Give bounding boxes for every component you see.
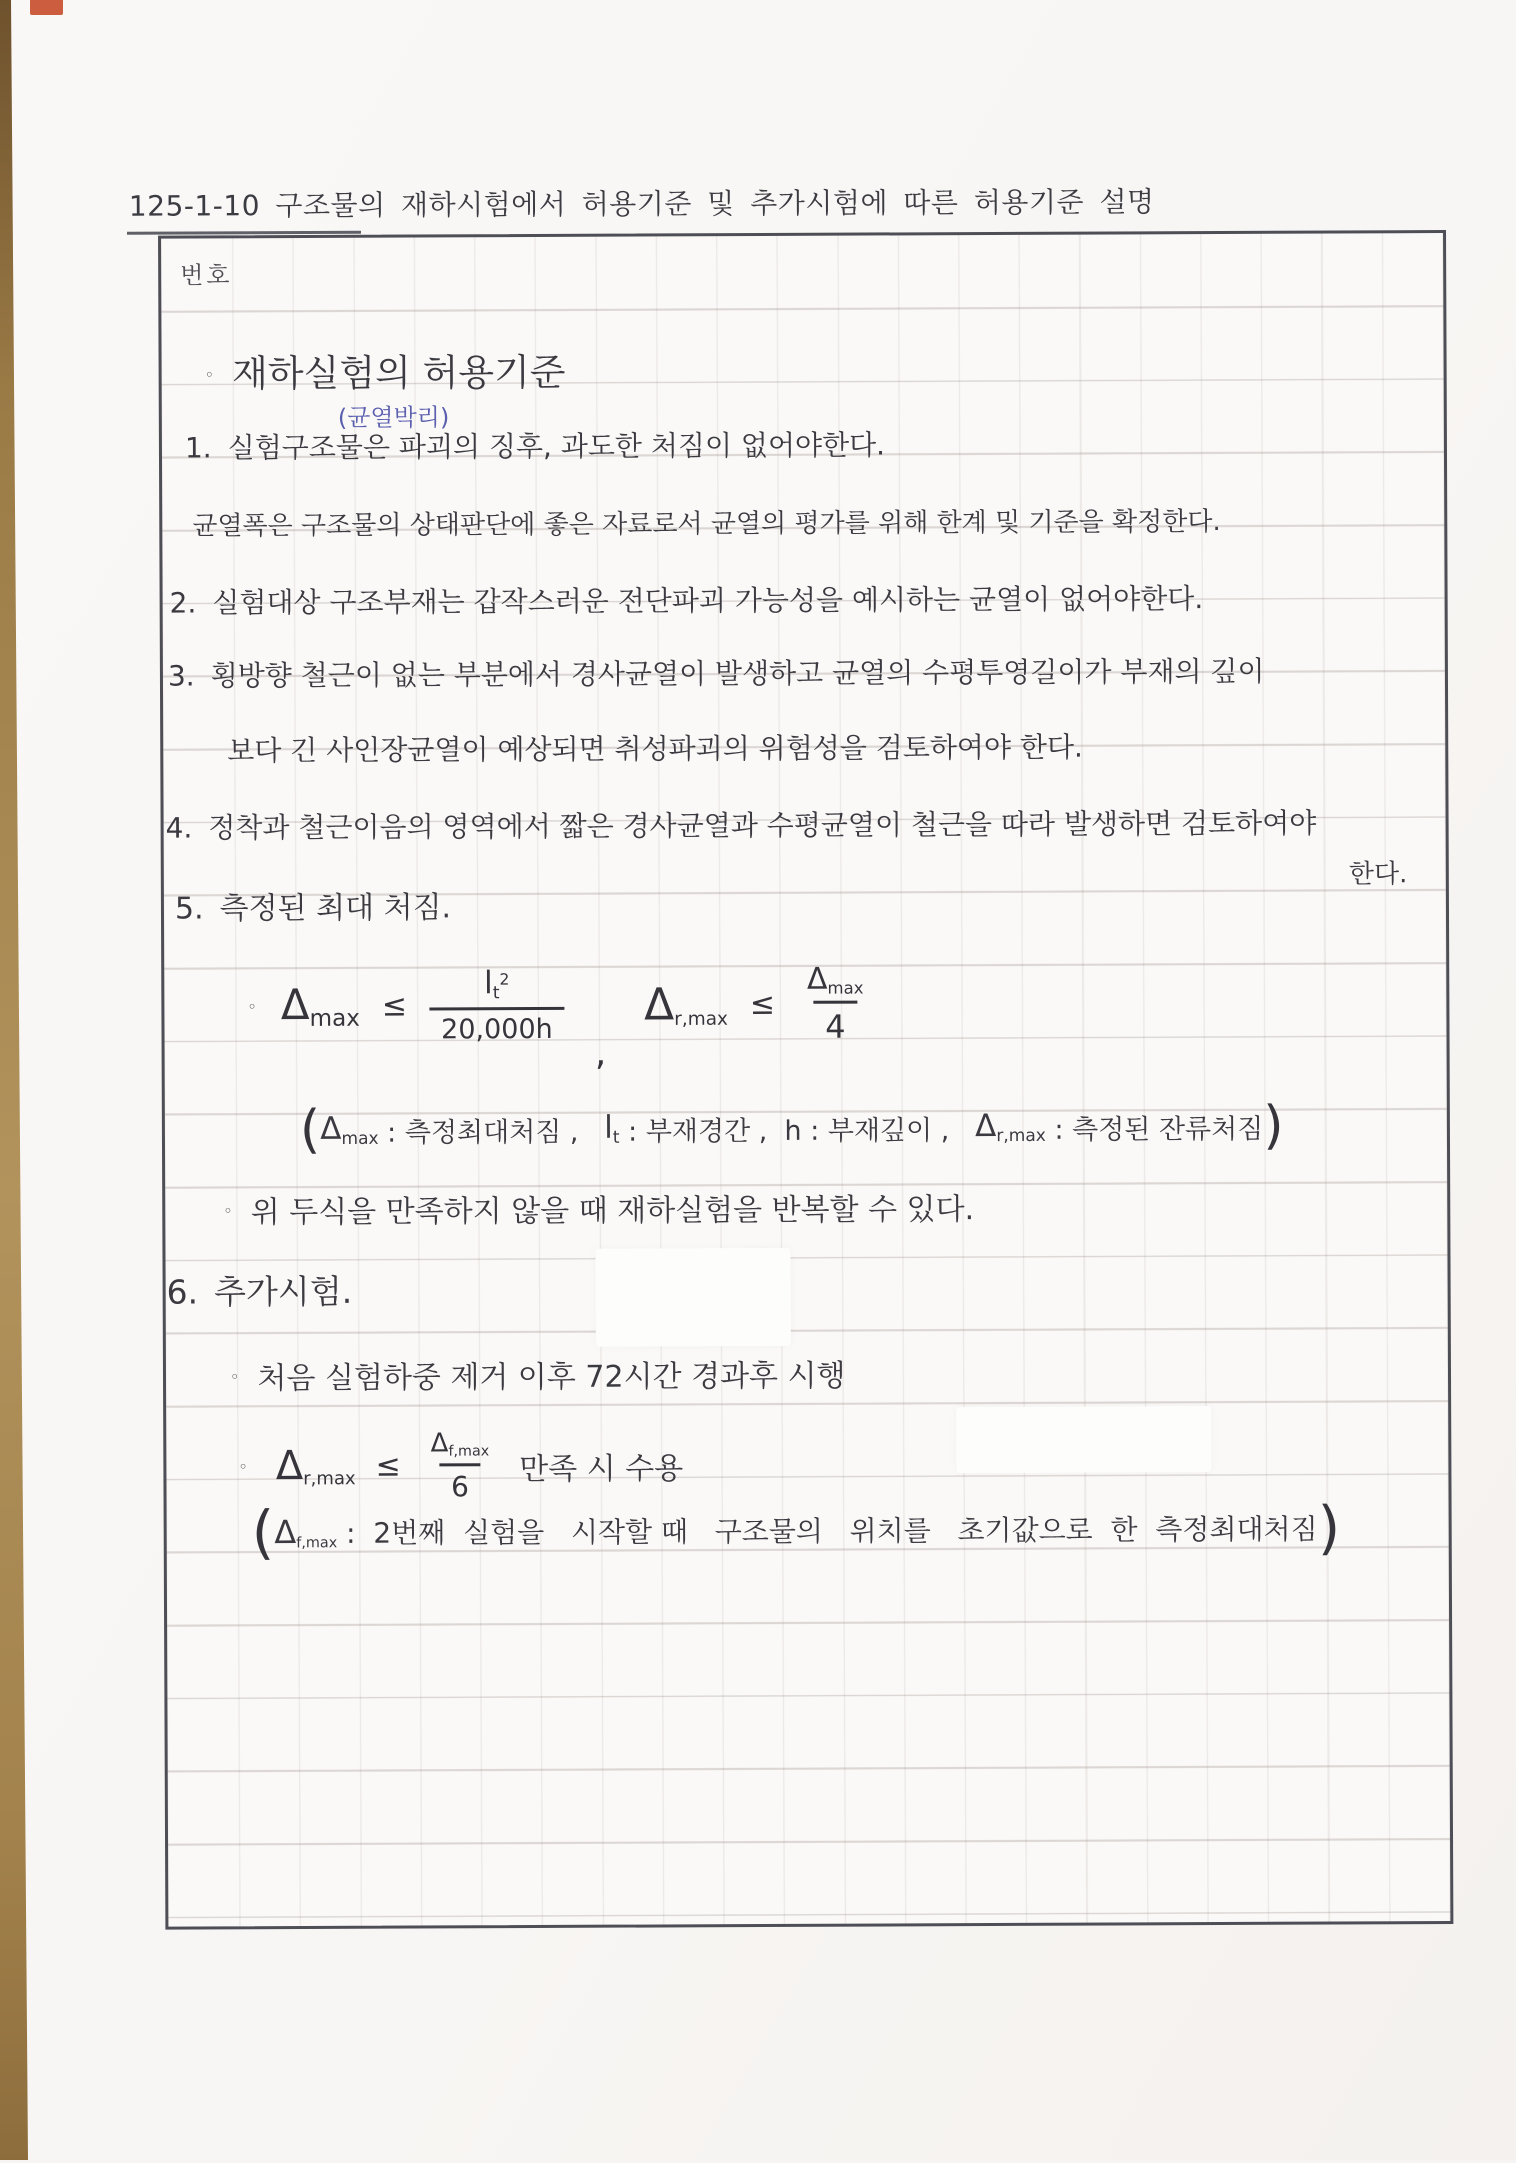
item-4-continuation: 한다. <box>1348 859 1408 890</box>
item-5-line-1 <box>175 882 451 927</box>
section-heading-text: 재하실험의 허용기준 <box>231 350 566 396</box>
delta-r-max-symbol: $\Delta_{r,max}$ <box>275 1443 356 1490</box>
item-2-text: 실험대상 구조부재는 갑작스러운 전단파괴 가능성을 예시하는 균열이 없어야한다. <box>212 582 1204 620</box>
answer-sheet-box <box>158 230 1453 1930</box>
quarter-max-fraction <box>797 962 874 1046</box>
title-underline <box>127 231 361 235</box>
glossary-text: : 측정최대처짐 , <box>378 1116 605 1149</box>
span-squared-fraction <box>429 965 565 1045</box>
number-header-cell: 번호 <box>180 261 233 290</box>
span-symbol: $l_t$ <box>604 1109 620 1148</box>
item-2-line-1 <box>170 577 1204 622</box>
open-paren: ( <box>299 1099 321 1161</box>
glossary-text: h : 부재깊이 , <box>784 1114 976 1147</box>
section-heading <box>204 342 565 398</box>
repeat-test-note <box>223 1184 974 1231</box>
delta-max-symbol: $\Delta_{max}$ <box>280 980 360 1032</box>
glossary-text: : 측정된 잔류처짐 <box>1045 1113 1264 1146</box>
bullet-icon: ◦ <box>229 1367 240 1387</box>
comma-separator: , <box>594 1033 607 1075</box>
acceptance-text: 만족 시 수용 <box>519 1450 684 1487</box>
symbol-glossary-2 <box>252 1487 1341 1572</box>
leq-symbol: ≤ <box>375 1448 401 1484</box>
item-3-line-1 <box>168 650 1265 695</box>
symbol-glossary-1 <box>300 1091 1284 1165</box>
retest-timing-note <box>230 1351 846 1398</box>
item-1-text: 실험구조물은 파괴의 징후, 과도한 처짐이 없어야한다. <box>227 428 886 465</box>
item-6-line-1 <box>167 1266 353 1314</box>
leq-symbol: ≤ <box>749 986 776 1022</box>
item-5-text: 측정된 최대 처짐. <box>219 890 452 927</box>
item-1-line-2: 균열폭은 구조물의 상태판단에 좋은 자료로서 균열의 평가를 위해 한계 및 기준을 확정한다. <box>192 506 1221 542</box>
item-3-text: 횡방향 철근이 없는 부분에서 경사균열이 발생하고 균열의 수평투영길이가 부재의 깊이 <box>210 654 1265 693</box>
delta-max-symbol: $\Delta_{max}$ <box>320 1110 379 1149</box>
fraction-numerator: $\Delta_{max}$ <box>806 961 864 998</box>
blue-annotation: (균열박리) <box>337 403 450 432</box>
item-3-line-2: 보다 긴 사인장균열이 예상되면 취성파괴의 위험성을 검토하여야 한다. <box>227 730 1083 768</box>
fraction-numerator: $l_t^2$ <box>484 965 510 1004</box>
delta-r-max-symbol: $\Delta_{r,max}$ <box>974 1107 1046 1147</box>
delta-r-max-symbol: $\Delta_{r,max}$ <box>643 978 728 1031</box>
leq-symbol: ≤ <box>381 988 408 1024</box>
close-paren: ) <box>1317 1493 1341 1562</box>
open-paren: ( <box>251 1498 275 1567</box>
fraction-numerator: $\Delta_{f,max}$ <box>430 1428 490 1461</box>
bullet-icon: ◦ <box>204 365 215 385</box>
close-paren: ) <box>1263 1095 1284 1156</box>
item-4-number: 4. <box>165 811 193 845</box>
page-title: 125-1-10 구조물의 재하시험에서 허용기준 및 추가시험에 따른 허용기준 설명 <box>128 185 1155 223</box>
item-4-line-1 <box>166 802 1317 847</box>
item-1-number: 1. <box>184 431 212 465</box>
fraction-denominator: 4 <box>813 1001 858 1046</box>
item-6-number: 6. <box>166 1272 199 1312</box>
item-6-text: 추가시험. <box>214 1271 353 1312</box>
delta-f-max-symbol: $\Delta_{f,max}$ <box>274 1512 338 1552</box>
item-2-number: 2. <box>169 586 197 620</box>
item-3-number: 3. <box>167 659 195 693</box>
bullet-icon: ◦ <box>247 996 257 1016</box>
glossary-text: : 2번째 실험을 시작할 때 구조물의 위치를 초기값으로 한 측정최대처짐 <box>337 1512 1318 1550</box>
deflection-formula-row <box>247 944 874 1075</box>
correction-tape <box>595 1248 790 1347</box>
item-1-line-1 <box>185 423 885 466</box>
fraction-denominator: 20,000h <box>429 1006 565 1045</box>
fraction-denominator: 6 <box>439 1463 481 1503</box>
retest-timing-text: 처음 실험하중 제거 이후 72시간 경과후 시행 <box>257 1358 846 1397</box>
item-5-number: 5. <box>174 891 204 927</box>
item-4-text: 정착과 철근이음의 영역에서 짧은 경사균열과 수평균열이 철근을 따라 발생하면 검토하여야 <box>208 806 1317 845</box>
bullet-icon: ◦ <box>223 1201 233 1221</box>
repeat-test-text: 위 두식을 만족하지 않을 때 재하실험을 반복할 수 있다. <box>250 1192 975 1231</box>
glossary-text: : 부재경간 , <box>619 1115 785 1148</box>
correction-tape <box>956 1406 1211 1473</box>
bullet-icon: ◦ <box>238 1457 248 1477</box>
